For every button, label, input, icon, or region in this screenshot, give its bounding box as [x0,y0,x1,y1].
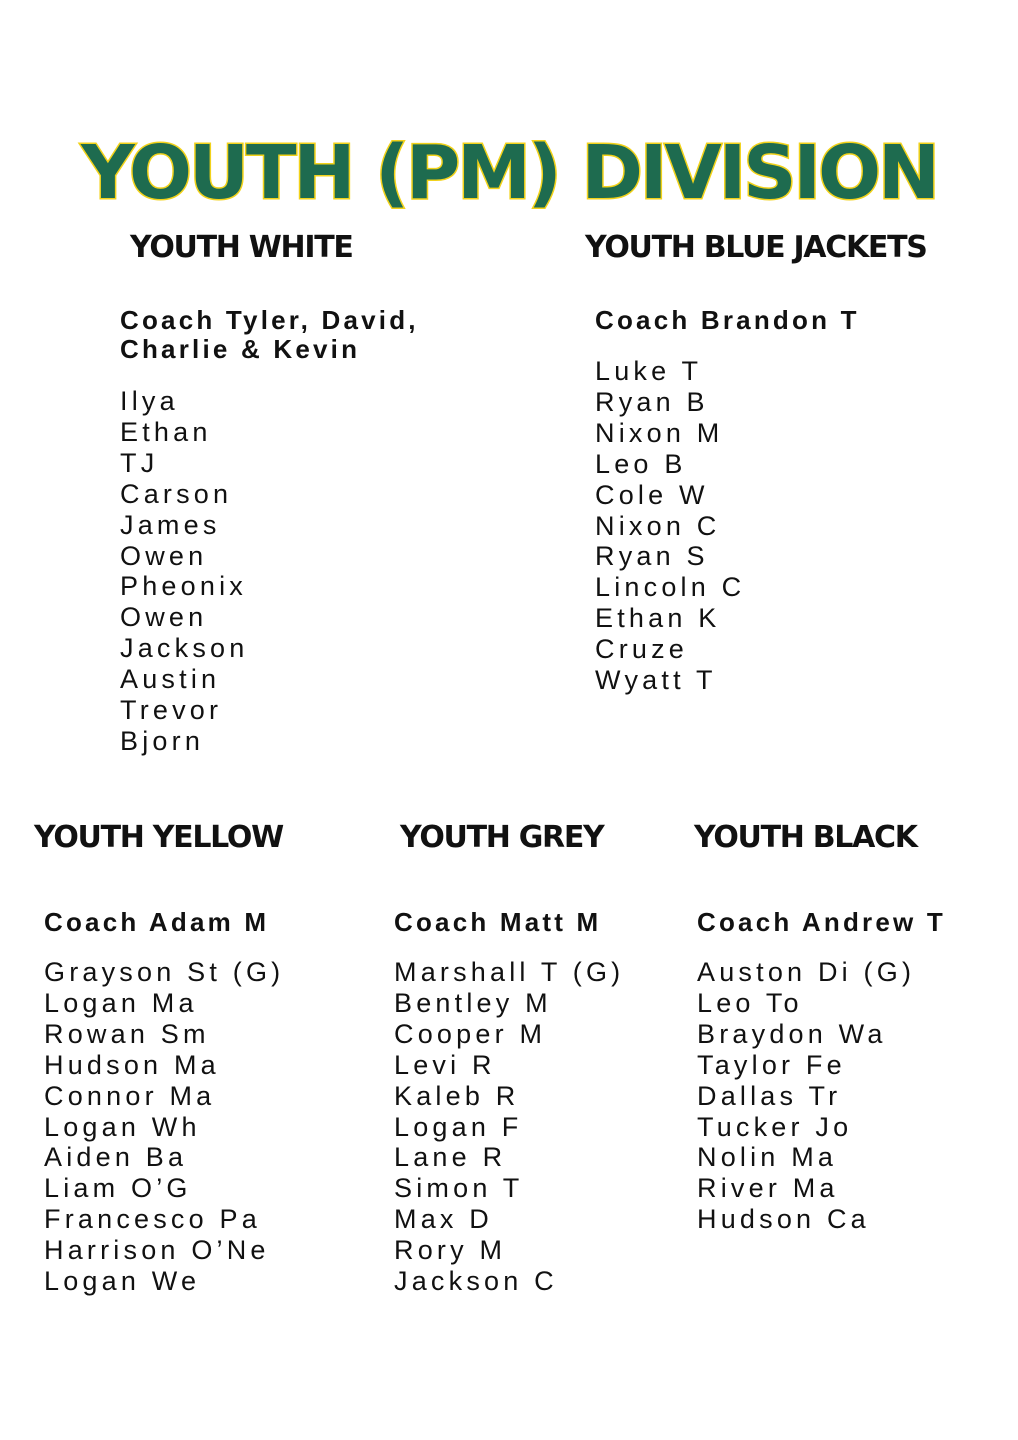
player-name: Cole W [595,479,709,510]
player-name: River Ma [697,1173,839,1204]
player-name: Hudson Ma [44,1049,220,1080]
player-roster [44,957,284,1297]
coach-name: Coach Andrew T [697,907,946,937]
player-name: Max D [394,1204,494,1235]
player-name: Francesco Pa [44,1204,261,1235]
player-name: Leo B [595,448,687,479]
player-name: Lane R [394,1142,507,1173]
player-name: James [120,509,221,540]
player-name: Jackson C [394,1266,558,1297]
player-name: Ryan B [595,386,709,417]
player-name: TJ [120,447,159,478]
coach-name: Coach Brandon T [595,305,860,335]
player-name: Luke T [595,356,703,386]
coach-name: Coach Matt M [394,907,602,937]
player-name: Harrison O’Ne [44,1235,270,1266]
player-name: Trevor [120,695,223,726]
player-name: Grayson St (G) [44,957,285,987]
player-name: Hudson Ca [697,1204,870,1235]
player-name: Ethan K [595,603,721,634]
team-name: YOUTH BLUE JACKETS [585,230,927,265]
player-roster [120,386,248,757]
player-name: Lincoln C [595,572,746,603]
player-name: Ilya [120,386,179,416]
player-name: Bjorn [120,725,205,756]
player-name: Rory M [394,1235,507,1266]
player-name: Dallas Tr [697,1080,842,1111]
player-name: Kaleb R [394,1080,520,1111]
player-name: Connor Ma [44,1080,216,1111]
player-name: Nolin Ma [697,1142,838,1173]
team-name: YOUTH BLACK [694,820,917,855]
player-name: Logan Wh [44,1111,201,1142]
player-name: Auston Di (G) [697,957,916,987]
coach-name: Coach Adam M [44,907,270,937]
team-name: YOUTH GREY [400,820,604,855]
player-name: Carson [120,478,233,509]
player-name: Wyatt T [595,665,717,696]
team-name: YOUTH YELLOW [34,820,283,855]
player-name: Nixon C [595,510,721,541]
player-name: Austin [120,664,221,695]
player-roster [595,356,745,696]
coach-name: Coach Tyler, David, Charlie & Kevin [120,305,419,364]
player-name: Liam O’G [44,1173,192,1204]
player-name: Levi R [394,1049,496,1080]
player-name: Pheonix [120,571,247,602]
player-name: Owen [120,540,208,571]
player-roster [697,957,915,1235]
team-name: YOUTH WHITE [130,230,353,265]
player-name: Jackson [120,633,249,664]
player-name: Marshall T (G) [394,957,625,987]
player-name: Rowan Sm [44,1018,210,1049]
player-name: Cruze [595,634,689,665]
player-name: Leo To [697,987,803,1018]
player-name: Braydon Wa [697,1018,887,1049]
player-name: Simon T [394,1173,524,1204]
player-name: Bentley M [394,987,552,1018]
player-name: Taylor Fe [697,1049,846,1080]
player-name: Aiden Ba [44,1142,188,1173]
player-name: Ethan [120,416,212,447]
player-name: Nixon M [595,417,724,448]
player-name: Logan We [44,1266,201,1297]
player-name: Owen [120,602,208,633]
player-name: Cooper M [394,1018,547,1049]
player-name: Tucker Jo [697,1111,853,1142]
player-name: Logan Ma [44,987,198,1018]
page-title: YOUTH (PM) DIVISION [81,129,937,216]
player-roster [394,957,624,1297]
player-name: Ryan S [595,541,709,572]
player-name: Logan F [394,1111,523,1142]
